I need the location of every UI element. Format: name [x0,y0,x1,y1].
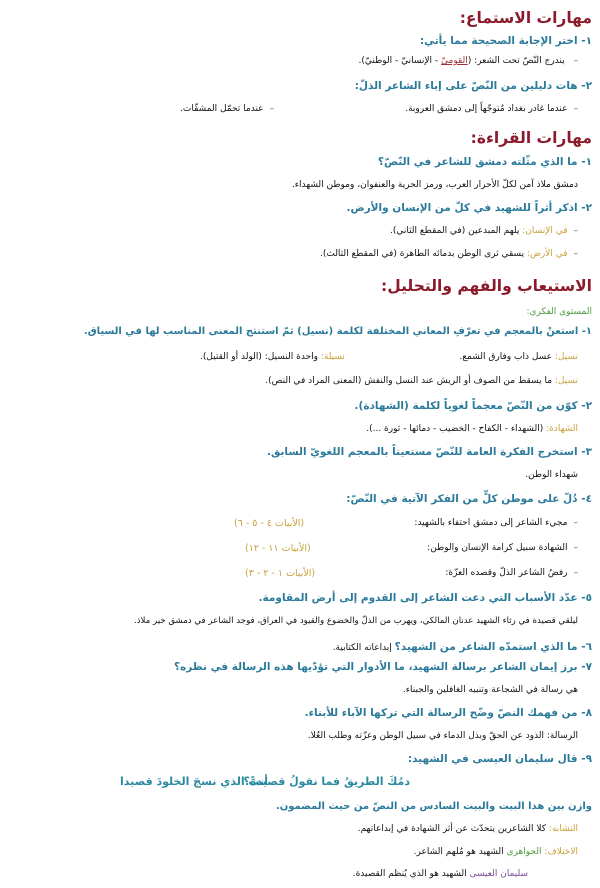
answer-listening-2a: –عندما غادر بغداد مُتوجّهاً إلى دمشق العروبة. [405,104,578,114]
answer-comp-3: شهداء الوطن. [525,470,578,480]
answer-comp-8: الرسالة: الذود عن الحقّ وبذل الدماء في سبيل الوطن وعزّته وطلب العُلا. [307,731,578,741]
answer-listening-1: – يندرج النّصّ تحت الشعر: (القوميّ - الإنسانيّ - الوطنيّ). [358,56,578,66]
answer-comp-5: ليلقي قصيدة في رثاء الشهيد عدنان المالكي، ويهرب من الذلّ والخضوع والقيود في العراق، فوجد الشاعر في دمشق خير ملاذ. [133,616,578,626]
answer-comp-2: الشهادة: (الشهداء - الكفاح - الخضيب - دمائها - ثورة ...). [366,424,578,434]
answer-comp-4a: –مجيء الشاعر إلى دمشق احتفاء بالشهيد: [414,518,578,528]
answer-comp-1c: نسيل: ما يسقط من الصوف أو الريش عند النسل والنفش (المعنى المراد في النص). [265,376,578,386]
question-comp-9: ٩- قال سليمان العيسى في الشهيد: [407,753,592,765]
question-listening-1: ١- اختر الإجابة الصحيحة مما يأتي: [419,35,592,47]
question-comp-4: ٤- دُلّ على موطن كلٍّ من الفكر الآتية في النّصّ: [346,493,592,505]
ref-comp-4b: (الأبيات ١١ - ١٢) [245,543,311,554]
answer-comp-9-difference-2: سليمان العيسى الشهيد هو الذي يُنظم القصيدة. [352,869,528,879]
selected-answer: القوميّ [441,56,468,66]
dash: – [573,56,578,66]
answer-comp-1a: نسيل: عسل ذاب وفارق الشمع. [459,352,578,362]
answer-reading-2a: –في الإنسان: يلهم المبدعين (في المقطع الثاني). [389,226,578,236]
question-listening-2: ٢- هات دليلين من النّصّ على إباء الشاعر الذلّ: [354,80,592,92]
question-reading-1: ١- ما الذي مثّلته دمشق للشاعر في النّصّ؟ [377,156,592,168]
answer-listening-2b: –عندما تحمّل المشقّات. [180,104,275,114]
question-comp-7: ٧- برز إيمان الشاعر برسالة الشهيد، ما الأدوار التي تؤدّيها هذه الرسالة في نظره؟ [173,661,592,673]
answer-reading-2b: –في الأرض: يسقي ثرى الوطن بدمائه الطاهرة (في المقطع الثالث). [319,249,578,259]
question-comp-8: ٨- من فهمك النصّ وضّح الرسالة التي تركها الآباء للأبناء. [304,707,592,719]
question-comp-6: ٦- ما الذي استمدّه الشاعر من الشهيد؟ [394,641,592,653]
answer-comp-9-similarity: التشابه: كلا الشاعرين يتحدّث عن أثر الشهادة في إبداعاتهم. [357,824,578,834]
section-title-reading: مهارات القراءة: [470,129,592,147]
answer-comp-4c: –رفضُ الشاعر الذلّ وقصده العزّة: [445,568,578,578]
answer-comp-1b: نسيلة: واحدة النسيل: (الولد أو القتيل). [200,352,345,362]
section-title-comprehension: الاستيعاب والفهم والتحليل: [381,277,592,295]
question-comp-1: ١- استعنْ بالمعجم في تعرّفِ المعاني المختلفة لكلمة (نسيل) ثمّ استنتج المعنى المناسب لها في السياق. [83,326,592,337]
question-comp-9-prompt: وازن بين هذا البيت والبيت السادس من النصّ من حيث المضمون. [275,801,592,812]
answer-comp-6: إبداعاته الكتابية. [332,643,395,653]
question-comp-2: ٢- كوّن من النّصّ معجماً لغوياً لكلمة (الشهادة). [354,400,592,412]
ref-comp-4a: (الأبيات ٤ - ٥ - ٦) [234,518,305,529]
answer-comp-9-difference: الاختلاف: الجواهري الشهيد هو مُلهم الشاعر. [413,847,578,857]
ref-comp-4c: (الأبيات ١ - ٢ - ٣) [245,568,316,579]
verse-second-hemistich: أنتَ الذي نسجَ الخلودَ قصيدا [120,775,268,788]
level-label: المستوى الفكري: [526,307,592,317]
question-reading-2: ٢- اذكر أثراً للشهيد في كلّ من الإنسان والأرض. [346,202,592,214]
question-comp-6-row [333,635,592,658]
answer-comp-4b: –الشهادة سبيل كرامة الإنسان والوطن: [427,543,578,553]
answer-reading-1: دمشق ملاذ آمن لكلّ الأحرار العرب، ورمز الحرية والعنفوان، وموطن الشهداء. [291,180,578,190]
question-comp-3: ٣- استخرج الفكرة العامة للنّصّ مستعيناً بالمعجم اللغويّ السابق. [267,446,592,458]
answer-comp-7: هي رسالة في الشجاعة وتنبيه الغافلين والجبناء. [402,685,578,695]
verse-first-hemistich: دمُكَ الطريقُ فما نقولُ قصيدةً؟ [243,775,410,788]
question-comp-5: ٥- عدّد الأسباب التي دعت الشاعر إلى القدوم إلى أرض المقاومة. [258,592,592,604]
section-title-listening: مهارات الاستماع: [459,9,592,27]
